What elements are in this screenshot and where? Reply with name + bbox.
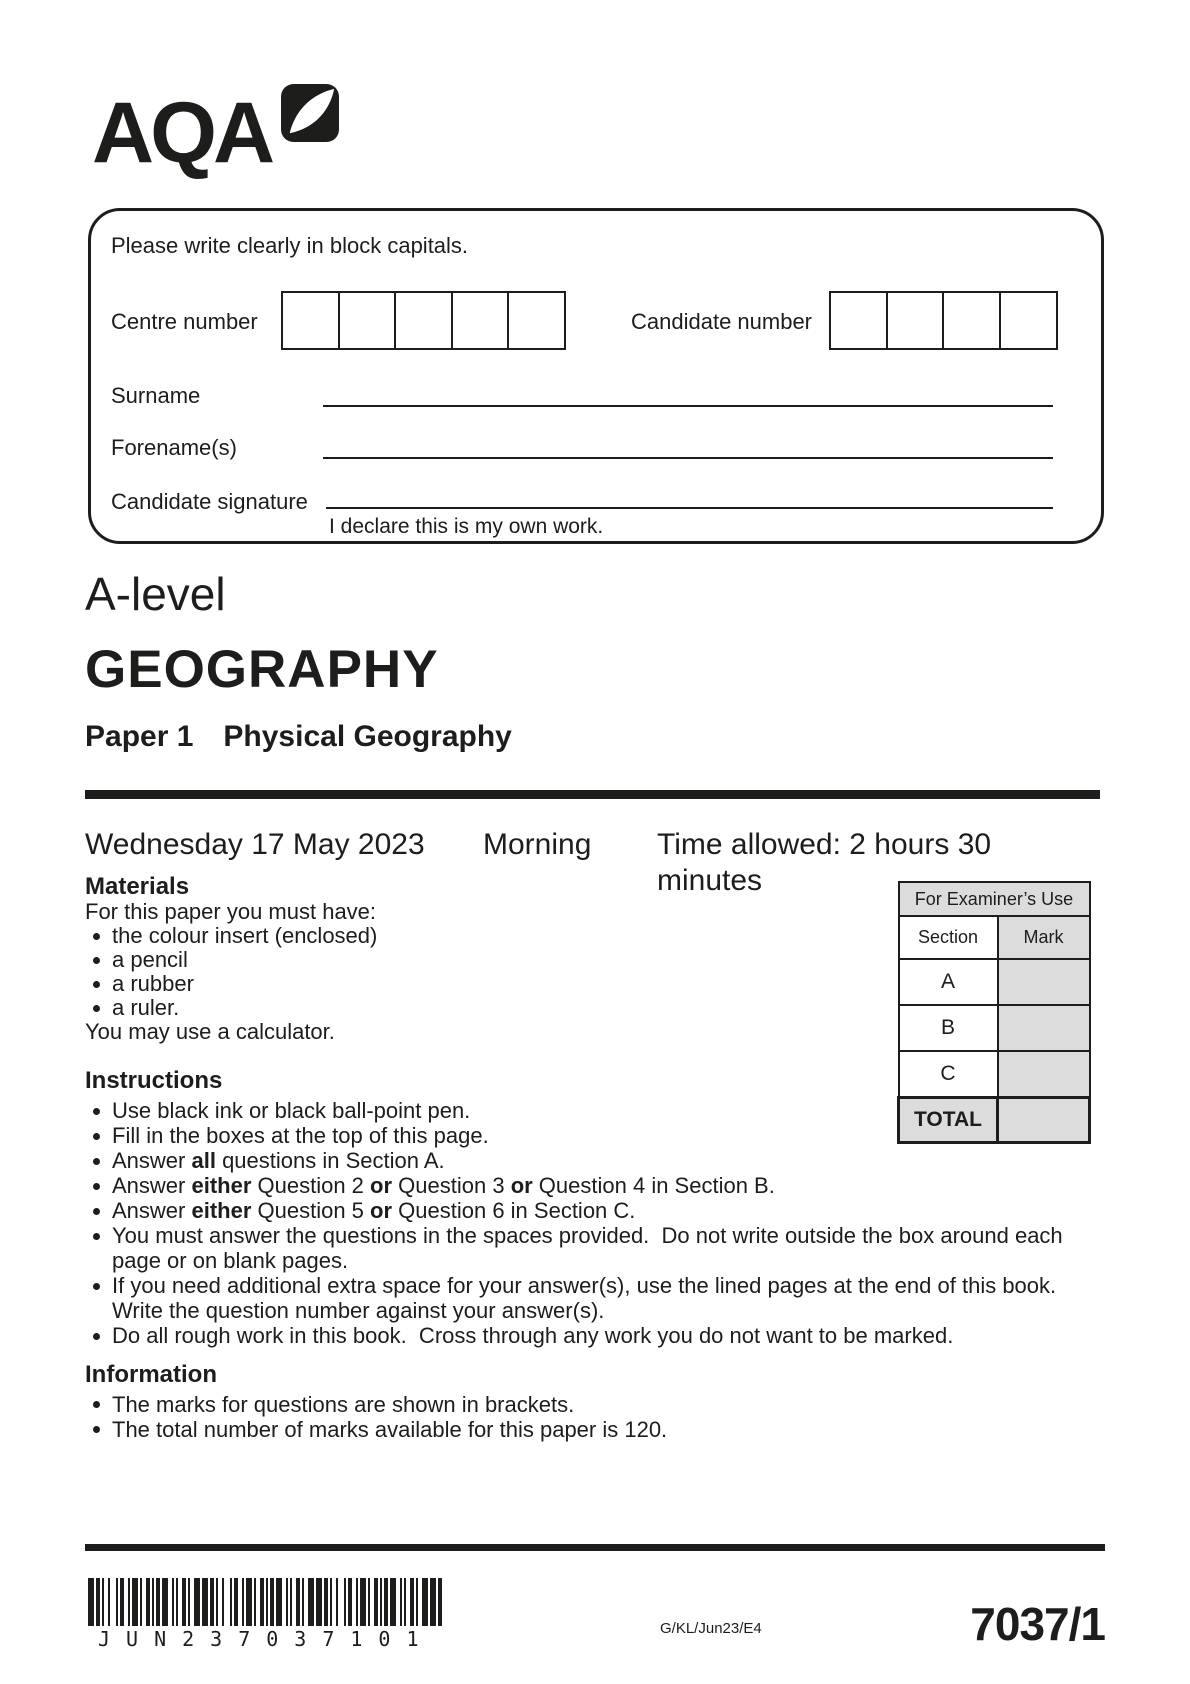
- section-b-mark-cell[interactable]: [998, 1005, 1090, 1051]
- exam-date: Wednesday 17 May 2023: [85, 828, 425, 861]
- paper-title-line: [85, 720, 512, 754]
- input-cell[interactable]: [394, 291, 453, 350]
- forenames-input-line[interactable]: [323, 457, 1053, 459]
- input-cell[interactable]: [338, 291, 397, 350]
- qualification-title: A-level: [85, 568, 226, 620]
- bullet-item: Answer all questions in Section A.: [85, 1148, 1115, 1173]
- aqa-leaf-icon: [281, 84, 339, 142]
- bullet-item: Answer either Question 2 or Question 3 or Question 4 in Section B.: [85, 1173, 1115, 1198]
- candidate-signature-line[interactable]: [326, 507, 1053, 509]
- candidate-signature-label: Candidate signature: [111, 489, 308, 514]
- section-b-cell: B: [899, 1005, 998, 1051]
- paper-number: Paper 1: [85, 720, 194, 753]
- barcode-bars: [88, 1578, 448, 1626]
- bullet-item: a pencil: [85, 948, 855, 972]
- information-section: [85, 1362, 985, 1442]
- aqa-logo-text: AQA: [92, 85, 272, 181]
- input-cell[interactable]: [942, 291, 1001, 350]
- print-reference-code: G/KL/Jun23/E4: [660, 1620, 762, 1637]
- time-allowed: Time allowed: 2 hours 30 minutes: [657, 828, 992, 897]
- paper-name: Physical Geography: [223, 720, 512, 753]
- input-cell[interactable]: [829, 291, 888, 350]
- materials-list: [85, 924, 855, 1020]
- candidate-details-box: [88, 208, 1104, 544]
- centre-number-label: Centre number: [111, 309, 258, 334]
- centre-number-input[interactable]: [281, 291, 566, 350]
- materials-heading: Materials: [85, 873, 190, 900]
- examiner-table-title: For Examiner’s Use: [899, 882, 1090, 916]
- candidate-number-label: Candidate number: [631, 309, 813, 334]
- bullet-item: Answer either Question 5 or Question 6 in Section C.: [85, 1198, 1115, 1223]
- aqa-logo: [92, 84, 339, 181]
- forenames-label: Forename(s): [111, 435, 237, 460]
- bullet-item: The total number of marks available for this paper is 120.: [85, 1417, 985, 1442]
- bottom-divider-bar: [85, 1544, 1105, 1551]
- exam-session: Morning: [483, 828, 592, 861]
- bullet-item: If you need additional extra space for your answer(s), use the lined pages at the end of this book. Write the question number against your answer(s).: [85, 1273, 1115, 1323]
- input-cell[interactable]: [999, 291, 1058, 350]
- instructions-list: [85, 1098, 1115, 1348]
- subject-title: GEOGRAPHY: [85, 640, 439, 699]
- section-column-header: Section: [899, 916, 998, 959]
- bullet-item: Do all rough work in this book. Cross through any work you do not want to be marked.: [85, 1323, 1115, 1348]
- calculator-note: You may use a calculator.: [85, 1019, 335, 1044]
- paper-code: 7037/1: [970, 1598, 1105, 1650]
- materials-section: [85, 874, 855, 1044]
- materials-intro: For this paper you must have:: [85, 899, 377, 924]
- mark-column-header: Mark: [998, 916, 1090, 959]
- bullet-item: Fill in the boxes at the top of this page.: [85, 1123, 1115, 1148]
- top-divider-bar: [85, 790, 1100, 799]
- bullet-item: a rubber: [85, 972, 855, 996]
- section-a-mark-cell[interactable]: [998, 959, 1090, 1005]
- bullet-item: the colour insert (enclosed): [85, 924, 855, 948]
- bullet-item: The marks for questions are shown in brackets.: [85, 1392, 985, 1417]
- information-heading: Information: [85, 1361, 217, 1388]
- instructions-section: [85, 1068, 1115, 1348]
- barcode-text: JUN237037101: [98, 1627, 435, 1651]
- input-cell[interactable]: [886, 291, 945, 350]
- block-capitals-note: Please write clearly in block capitals.: [111, 233, 469, 258]
- total-label-cell: TOTAL: [899, 1098, 998, 1143]
- barcode: [88, 1578, 460, 1651]
- information-list: [85, 1392, 985, 1442]
- surname-label: Surname: [111, 383, 201, 408]
- declaration-text: I declare this is my own work.: [329, 515, 604, 538]
- section-c-cell: C: [899, 1051, 998, 1098]
- input-cell[interactable]: [281, 291, 340, 350]
- instructions-heading: Instructions: [85, 1067, 223, 1094]
- section-a-cell: A: [899, 959, 998, 1005]
- bullet-item: Use black ink or black ball-point pen.: [85, 1098, 1115, 1123]
- input-cell[interactable]: [507, 291, 566, 350]
- candidate-number-input[interactable]: [829, 291, 1058, 350]
- bullet-item: You must answer the questions in the spaces provided. Do not write outside the box around each page or on blank pages.: [85, 1223, 1115, 1273]
- input-cell[interactable]: [451, 291, 510, 350]
- bullet-item: a ruler.: [85, 996, 855, 1020]
- surname-input-line[interactable]: [323, 405, 1053, 407]
